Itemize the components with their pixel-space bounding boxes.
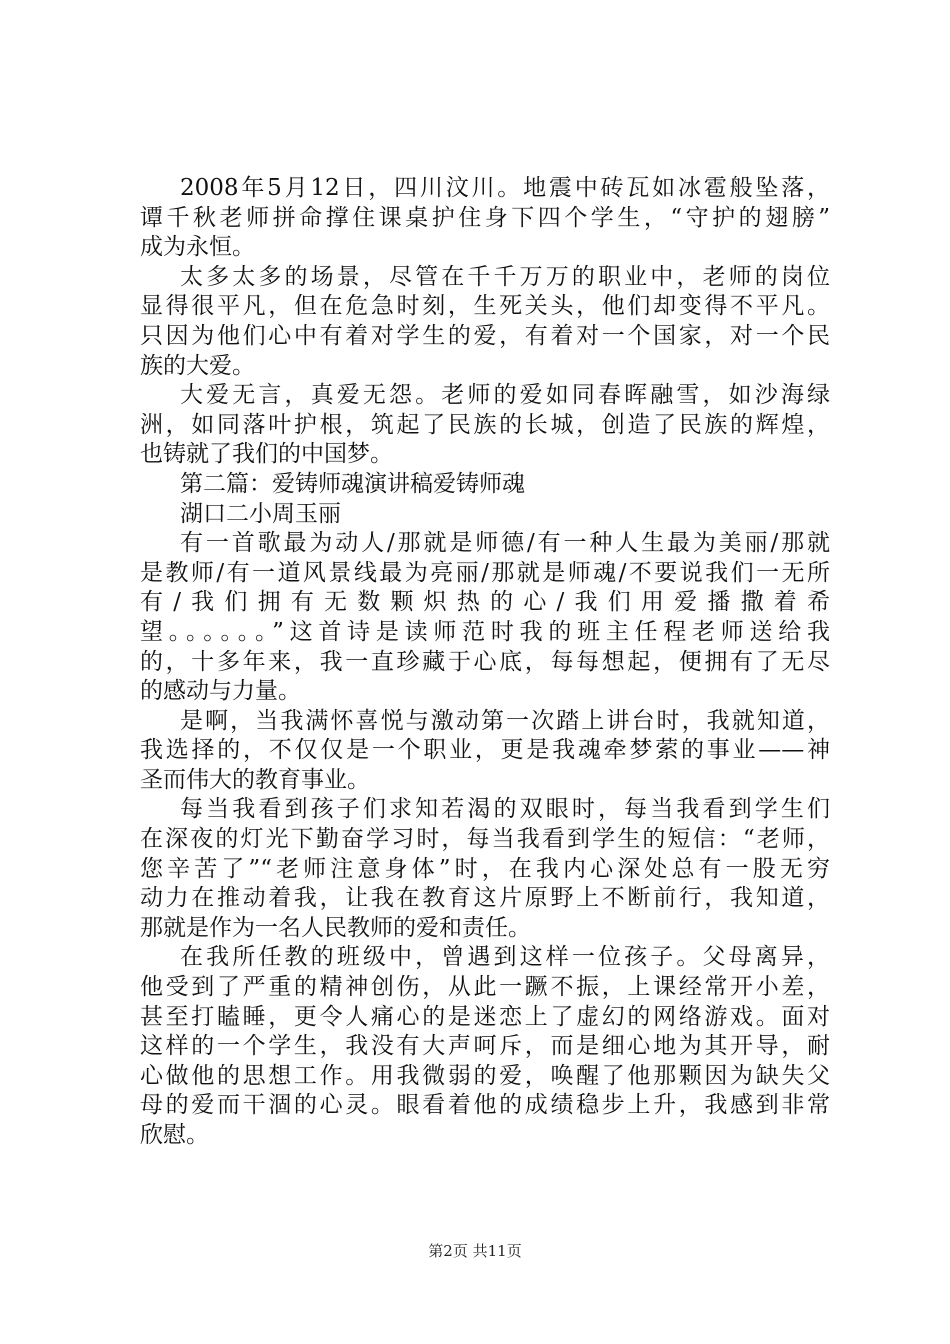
text-line: 母的爱而干涸的心灵。眼看着他的成绩稳步上升，我感到非常 (140, 1092, 830, 1119)
text-line: 心做他的思想工作。用我微弱的爱，唤醒了他那颗因为缺失父 (140, 1062, 830, 1089)
text-line: 甚至打瞌睡，更令人痛心的是迷恋上了虚幻的网络游戏。面对 (140, 1003, 830, 1030)
text-line: 欣慰。 (140, 1122, 209, 1148)
text-line: 那就是作为一名人民教师的爱和责任。 (140, 914, 531, 941)
text-line: 大爱无言，真爱无怨。老师的爱如同春晖融雪，如沙海绿 (180, 382, 830, 409)
text-line: 他受到了严重的精神创伤，从此一蹶不振，上课经常开小差， (140, 974, 830, 1001)
text-line: 有/我们拥有无数颗炽热的心/我们用爱播撒着希 (140, 589, 830, 616)
text-line: 2008年5月12日，四川汶川。地震中砖瓦如冰雹般坠落， (180, 175, 830, 201)
text-line: 显得很平凡，但在危急时刻，生死关头，他们却变得不平凡。 (140, 293, 830, 320)
text-line: 这样的一个学生，我没有大声呵斥，而是细心地为其开导，耐 (140, 1033, 830, 1060)
text-line: 我选择的，不仅仅是一个职业，更是我魂牵梦萦的事业——神 (140, 737, 830, 764)
text-line: 是教师/有一道风景线最为亮丽/那就是师魂/不要说我们一无所 (140, 559, 830, 586)
text-line: 的感动与力量。 (140, 678, 301, 705)
text-line: 在我所任教的班级中，曾遇到这样一位孩子。父母离异， (180, 944, 830, 971)
text-line: 望。。。。。。”这首诗是读师范时我的班主任程老师送给我 (140, 618, 830, 645)
text-line: 的，十多年来，我一直珍藏于心底，每每想起，便拥有了无尽 (140, 648, 830, 675)
page-footer: 第2页 共11页 (428, 1242, 522, 1260)
text-line: 您辛苦了”“老师注意身体”时，在我内心深处总有一股无穷 (140, 855, 830, 882)
text-line: 有一首歌最为动人/那就是师德/有一种人生最为美丽/那就 (180, 530, 830, 557)
document-body (140, 174, 830, 1151)
text-line: 湖口二小周玉丽 (180, 500, 341, 527)
text-line: 圣而伟大的教育事业。 (140, 766, 370, 793)
text-line: 太多太多的场景，尽管在千千万万的职业中，老师的岗位 (180, 263, 830, 290)
text-line: 第二篇：爱铸师魂演讲稿爱铸师魂 (180, 470, 525, 497)
text-line: 成为永恒。 (140, 234, 255, 261)
text-line: 也铸就了我们的中国梦。 (140, 441, 393, 468)
text-line: 谭千秋老师拼命撑住课桌护住身下四个学生，“守护的翅膀” (140, 204, 830, 231)
text-line: 是啊，当我满怀喜悦与激动第一次踏上讲台时，我就知道， (180, 707, 830, 734)
text-line: 动力在推动着我，让我在教育这片原野上不断前行，我知道， (140, 885, 830, 912)
text-line: 在深夜的灯光下勤奋学习时，每当我看到学生的短信：“老师， (140, 826, 830, 853)
text-line: 每当我看到孩子们求知若渴的双眼时，每当我看到学生们 (180, 796, 830, 823)
text-line: 族的大爱。 (140, 352, 255, 379)
text-line: 洲，如同落叶护根，筑起了民族的长城，创造了民族的辉煌， (140, 411, 830, 438)
text-line: 只因为他们心中有着对学生的爱，有着对一个国家，对一个民 (140, 322, 830, 349)
